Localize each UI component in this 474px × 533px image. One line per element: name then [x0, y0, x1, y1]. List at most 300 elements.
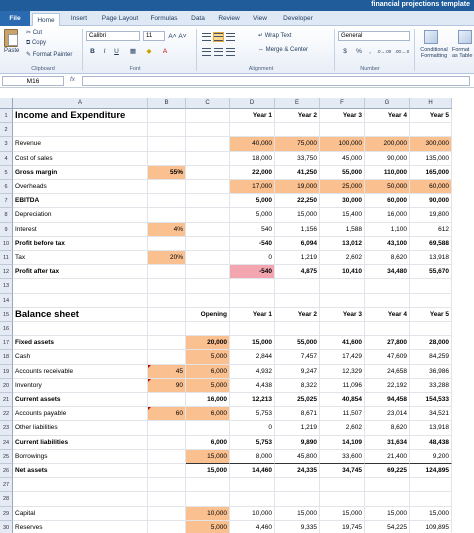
- cell-h1[interactable]: Year 5: [410, 109, 452, 123]
- cell-f19[interactable]: 12,329: [320, 365, 365, 379]
- cell-g28[interactable]: [365, 492, 410, 506]
- cell-b30[interactable]: [148, 521, 186, 533]
- cell-a15[interactable]: Balance sheet: [13, 308, 148, 322]
- cell-d4[interactable]: 18,000: [230, 152, 275, 166]
- cell-h30[interactable]: 109,895: [410, 521, 452, 533]
- cell-b18[interactable]: [148, 350, 186, 364]
- cell-h25[interactable]: 9,200: [410, 450, 452, 464]
- cell-c20[interactable]: 5,000: [186, 379, 230, 393]
- cell-f26[interactable]: 34,745: [320, 464, 365, 478]
- cell-c16[interactable]: [186, 322, 230, 336]
- cell-b12[interactable]: [148, 265, 186, 279]
- cell-f27[interactable]: [320, 478, 365, 492]
- cell-e26[interactable]: 24,335: [275, 464, 320, 478]
- cell-b27[interactable]: [148, 478, 186, 492]
- cell-e19[interactable]: 9,247: [275, 365, 320, 379]
- tab-review[interactable]: Review: [218, 15, 240, 22]
- cut-button[interactable]: ✂ Cut: [26, 30, 43, 36]
- format-as-table-button[interactable]: Format as Table: [452, 47, 473, 59]
- cell-e22[interactable]: 8,671: [275, 407, 320, 421]
- italic-button[interactable]: I: [103, 48, 106, 55]
- cell-b29[interactable]: [148, 507, 186, 521]
- cell-d15[interactable]: Year 1: [230, 308, 275, 322]
- cell-a23[interactable]: Other liabilities: [13, 421, 148, 435]
- cell-c30[interactable]: 5,000: [186, 521, 230, 533]
- cell-a8[interactable]: Depreciation: [13, 208, 148, 222]
- cell-h24[interactable]: 48,438: [410, 436, 452, 450]
- cell-a22[interactable]: Accounts payable: [13, 407, 148, 421]
- cell-f12[interactable]: 10,410: [320, 265, 365, 279]
- cell-a27[interactable]: [13, 478, 148, 492]
- cell-b17[interactable]: [148, 336, 186, 350]
- cell-f16[interactable]: [320, 322, 365, 336]
- cell-e1[interactable]: Year 2: [275, 109, 320, 123]
- cell-c7[interactable]: [186, 194, 230, 208]
- row-header[interactable]: 25: [0, 450, 13, 464]
- cell-b3[interactable]: [148, 137, 186, 151]
- align-top-icon[interactable]: [202, 33, 211, 41]
- cell-d3[interactable]: 40,000: [230, 137, 275, 151]
- cell-d8[interactable]: 5,000: [230, 208, 275, 222]
- row-header[interactable]: 12: [0, 265, 13, 279]
- cell-g21[interactable]: 94,458: [365, 393, 410, 407]
- cell-g2[interactable]: [365, 123, 410, 137]
- cell-g25[interactable]: 21,400: [365, 450, 410, 464]
- cell-h29[interactable]: 15,000: [410, 507, 452, 521]
- cell-h8[interactable]: 19,800: [410, 208, 452, 222]
- cell-a11[interactable]: Tax: [13, 251, 148, 265]
- cell-a14[interactable]: [13, 294, 148, 308]
- cell-f2[interactable]: [320, 123, 365, 137]
- cell-f25[interactable]: 33,600: [320, 450, 365, 464]
- cell-h9[interactable]: 612: [410, 223, 452, 237]
- font-name-select[interactable]: Calibri: [86, 31, 140, 41]
- cell-f14[interactable]: [320, 294, 365, 308]
- decrease-decimal-button[interactable]: .00→.0: [394, 49, 410, 54]
- format-as-table-icon[interactable]: [458, 30, 472, 44]
- cell-f7[interactable]: 30,000: [320, 194, 365, 208]
- cell-e30[interactable]: 9,335: [275, 521, 320, 533]
- cell-d21[interactable]: 12,213: [230, 393, 275, 407]
- cell-b20[interactable]: 90: [148, 379, 186, 393]
- cell-c28[interactable]: [186, 492, 230, 506]
- cell-a1[interactable]: Income and Expenditure: [13, 109, 148, 123]
- cell-a4[interactable]: Cost of sales: [13, 152, 148, 166]
- cell-h15[interactable]: Year 5: [410, 308, 452, 322]
- cell-d29[interactable]: 10,000: [230, 507, 275, 521]
- cell-d14[interactable]: [230, 294, 275, 308]
- cell-d16[interactable]: [230, 322, 275, 336]
- row-header[interactable]: 27: [0, 478, 13, 492]
- cell-c9[interactable]: [186, 223, 230, 237]
- fx-icon[interactable]: fx: [70, 76, 76, 83]
- row-header[interactable]: 22: [0, 407, 13, 421]
- cell-c1[interactable]: [186, 109, 230, 123]
- cell-a24[interactable]: Current liabilities: [13, 436, 148, 450]
- row-header[interactable]: 24: [0, 436, 13, 450]
- cell-h19[interactable]: 36,986: [410, 365, 452, 379]
- cell-d23[interactable]: 0: [230, 421, 275, 435]
- column-header-g[interactable]: G: [365, 98, 410, 109]
- row-header[interactable]: 13: [0, 279, 13, 293]
- cell-f24[interactable]: 14,109: [320, 436, 365, 450]
- cell-g19[interactable]: 24,658: [365, 365, 410, 379]
- cell-g22[interactable]: 23,014: [365, 407, 410, 421]
- tab-data[interactable]: Data: [191, 15, 205, 22]
- cell-g24[interactable]: 31,634: [365, 436, 410, 450]
- cell-g17[interactable]: 27,800: [365, 336, 410, 350]
- cell-h21[interactable]: 154,533: [410, 393, 452, 407]
- font-color-icon[interactable]: A: [162, 48, 168, 55]
- row-header[interactable]: 9: [0, 223, 13, 237]
- number-format-select[interactable]: General: [338, 31, 410, 41]
- cell-h20[interactable]: 33,288: [410, 379, 452, 393]
- cell-f29[interactable]: 15,000: [320, 507, 365, 521]
- cell-d20[interactable]: 4,438: [230, 379, 275, 393]
- cell-h6[interactable]: 60,000: [410, 180, 452, 194]
- cell-d12[interactable]: -540: [230, 265, 275, 279]
- cell-c27[interactable]: [186, 478, 230, 492]
- cell-g9[interactable]: 1,100: [365, 223, 410, 237]
- cell-e7[interactable]: 22,250: [275, 194, 320, 208]
- cell-e3[interactable]: 75,000: [275, 137, 320, 151]
- row-header[interactable]: 30: [0, 521, 13, 533]
- cell-f3[interactable]: 100,000: [320, 137, 365, 151]
- cell-b5[interactable]: 55%: [148, 166, 186, 180]
- cell-g13[interactable]: [365, 279, 410, 293]
- cell-c3[interactable]: [186, 137, 230, 151]
- cell-f17[interactable]: 41,600: [320, 336, 365, 350]
- align-left-icon[interactable]: [202, 48, 211, 56]
- tab-page-layout[interactable]: Page Layout: [101, 15, 139, 22]
- cell-d18[interactable]: 2,844: [230, 350, 275, 364]
- cell-g27[interactable]: [365, 478, 410, 492]
- cell-b25[interactable]: [148, 450, 186, 464]
- cell-b24[interactable]: [148, 436, 186, 450]
- wrap-text-button[interactable]: ↵ Wrap Text: [258, 33, 292, 39]
- row-header[interactable]: 2: [0, 123, 13, 137]
- cell-h27[interactable]: [410, 478, 452, 492]
- underline-button[interactable]: U: [114, 48, 119, 55]
- cell-d24[interactable]: 5,753: [230, 436, 275, 450]
- cell-c18[interactable]: 5,000: [186, 350, 230, 364]
- cell-h11[interactable]: 13,918: [410, 251, 452, 265]
- cell-f10[interactable]: 13,012: [320, 237, 365, 251]
- cell-a2[interactable]: [13, 123, 148, 137]
- cell-f22[interactable]: 11,507: [320, 407, 365, 421]
- row-header[interactable]: 23: [0, 421, 13, 435]
- cell-d28[interactable]: [230, 492, 275, 506]
- bold-button[interactable]: B: [90, 48, 95, 55]
- align-bottom-icon[interactable]: [226, 33, 235, 41]
- cell-d27[interactable]: [230, 478, 275, 492]
- cell-e12[interactable]: 4,875: [275, 265, 320, 279]
- cell-c15[interactable]: Opening: [186, 308, 230, 322]
- cell-d5[interactable]: 22,000: [230, 166, 275, 180]
- cell-b4[interactable]: [148, 152, 186, 166]
- cell-b2[interactable]: [148, 123, 186, 137]
- cell-h4[interactable]: 135,000: [410, 152, 452, 166]
- tab-developer[interactable]: Developer: [283, 15, 313, 22]
- column-header-e[interactable]: E: [275, 98, 320, 109]
- cell-g26[interactable]: 69,225: [365, 464, 410, 478]
- cell-e15[interactable]: Year 2: [275, 308, 320, 322]
- shrink-font-button[interactable]: A˅: [178, 33, 187, 40]
- cell-g1[interactable]: Year 4: [365, 109, 410, 123]
- cell-a18[interactable]: Cash: [13, 350, 148, 364]
- paste-icon[interactable]: [4, 29, 18, 47]
- cell-h22[interactable]: 34,521: [410, 407, 452, 421]
- cell-c8[interactable]: [186, 208, 230, 222]
- row-header[interactable]: 14: [0, 294, 13, 308]
- column-header-c[interactable]: C: [186, 98, 230, 109]
- select-all-corner[interactable]: [0, 98, 13, 109]
- font-size-select[interactable]: 11: [143, 31, 165, 41]
- cell-a16[interactable]: [13, 322, 148, 336]
- cell-f13[interactable]: [320, 279, 365, 293]
- cell-c26[interactable]: 15,000: [186, 464, 230, 478]
- column-header-b[interactable]: B: [148, 98, 186, 109]
- cell-e13[interactable]: [275, 279, 320, 293]
- cell-g6[interactable]: 50,000: [365, 180, 410, 194]
- cell-e17[interactable]: 55,000: [275, 336, 320, 350]
- row-header[interactable]: 4: [0, 152, 13, 166]
- cell-d6[interactable]: 17,000: [230, 180, 275, 194]
- cell-g23[interactable]: 8,620: [365, 421, 410, 435]
- cell-d22[interactable]: 5,753: [230, 407, 275, 421]
- cell-c11[interactable]: [186, 251, 230, 265]
- row-header[interactable]: 19: [0, 365, 13, 379]
- cell-e6[interactable]: 19,000: [275, 180, 320, 194]
- cell-d2[interactable]: [230, 123, 275, 137]
- cell-h28[interactable]: [410, 492, 452, 506]
- cell-g16[interactable]: [365, 322, 410, 336]
- cell-f11[interactable]: 2,602: [320, 251, 365, 265]
- row-header[interactable]: 29: [0, 507, 13, 521]
- cell-g4[interactable]: 90,000: [365, 152, 410, 166]
- paste-button[interactable]: Paste: [4, 48, 20, 54]
- row-header[interactable]: 11: [0, 251, 13, 265]
- cell-f8[interactable]: 15,400: [320, 208, 365, 222]
- cell-b10[interactable]: [148, 237, 186, 251]
- fill-color-icon[interactable]: ◆: [146, 48, 152, 55]
- cell-h2[interactable]: [410, 123, 452, 137]
- cell-g11[interactable]: 8,620: [365, 251, 410, 265]
- cell-h16[interactable]: [410, 322, 452, 336]
- cell-h26[interactable]: 124,895: [410, 464, 452, 478]
- cell-c4[interactable]: [186, 152, 230, 166]
- cell-c6[interactable]: [186, 180, 230, 194]
- cell-a5[interactable]: Gross margin: [13, 166, 148, 180]
- cell-e23[interactable]: 1,219: [275, 421, 320, 435]
- cell-b26[interactable]: [148, 464, 186, 478]
- cell-c5[interactable]: [186, 166, 230, 180]
- cell-d7[interactable]: 5,000: [230, 194, 275, 208]
- percent-button[interactable]: %: [356, 48, 362, 55]
- cell-f28[interactable]: [320, 492, 365, 506]
- cell-a19[interactable]: Accounts receivable: [13, 365, 148, 379]
- tab-home[interactable]: Home: [32, 13, 60, 26]
- cell-e8[interactable]: 15,000: [275, 208, 320, 222]
- cell-h13[interactable]: [410, 279, 452, 293]
- grow-font-button[interactable]: A˄: [168, 33, 177, 40]
- cell-d10[interactable]: -540: [230, 237, 275, 251]
- cell-h7[interactable]: 90,000: [410, 194, 452, 208]
- conditional-formatting-icon[interactable]: [424, 30, 438, 44]
- cell-b7[interactable]: [148, 194, 186, 208]
- tab-file[interactable]: File: [0, 11, 30, 26]
- cell-c19[interactable]: 6,000: [186, 365, 230, 379]
- cell-f5[interactable]: 55,000: [320, 166, 365, 180]
- cell-h14[interactable]: [410, 294, 452, 308]
- cell-g15[interactable]: Year 4: [365, 308, 410, 322]
- cell-e24[interactable]: 9,890: [275, 436, 320, 450]
- cell-c13[interactable]: [186, 279, 230, 293]
- cell-e18[interactable]: 7,457: [275, 350, 320, 364]
- cell-b1[interactable]: [148, 109, 186, 123]
- cell-c29[interactable]: 10,000: [186, 507, 230, 521]
- row-header[interactable]: 28: [0, 492, 13, 506]
- align-middle-icon[interactable]: [214, 33, 223, 41]
- cell-a29[interactable]: Capital: [13, 507, 148, 521]
- cell-d30[interactable]: 4,460: [230, 521, 275, 533]
- cell-b11[interactable]: 20%: [148, 251, 186, 265]
- cell-e2[interactable]: [275, 123, 320, 137]
- cell-f1[interactable]: Year 3: [320, 109, 365, 123]
- cell-a7[interactable]: EBITDA: [13, 194, 148, 208]
- cell-b15[interactable]: [148, 308, 186, 322]
- cell-g20[interactable]: 22,192: [365, 379, 410, 393]
- column-header-d[interactable]: D: [230, 98, 275, 109]
- cell-c14[interactable]: [186, 294, 230, 308]
- row-header[interactable]: 1: [0, 109, 13, 123]
- row-header[interactable]: 21: [0, 393, 13, 407]
- column-header-f[interactable]: F: [320, 98, 365, 109]
- cell-f4[interactable]: 45,000: [320, 152, 365, 166]
- cell-d9[interactable]: 540: [230, 223, 275, 237]
- cell-c10[interactable]: [186, 237, 230, 251]
- cell-h23[interactable]: 13,918: [410, 421, 452, 435]
- row-header[interactable]: 16: [0, 322, 13, 336]
- cell-h17[interactable]: 28,000: [410, 336, 452, 350]
- cell-f9[interactable]: 1,588: [320, 223, 365, 237]
- cell-b28[interactable]: [148, 492, 186, 506]
- cell-e27[interactable]: [275, 478, 320, 492]
- row-header[interactable]: 6: [0, 180, 13, 194]
- cell-h3[interactable]: 300,000: [410, 137, 452, 151]
- cell-b6[interactable]: [148, 180, 186, 194]
- column-header-h[interactable]: H: [410, 98, 452, 109]
- cell-a17[interactable]: Fixed assets: [13, 336, 148, 350]
- row-header[interactable]: 15: [0, 308, 13, 322]
- cell-b13[interactable]: [148, 279, 186, 293]
- cell-e9[interactable]: 1,156: [275, 223, 320, 237]
- cell-a13[interactable]: [13, 279, 148, 293]
- cell-c24[interactable]: 6,000: [186, 436, 230, 450]
- cell-f21[interactable]: 40,854: [320, 393, 365, 407]
- cell-h5[interactable]: 165,000: [410, 166, 452, 180]
- cell-e28[interactable]: [275, 492, 320, 506]
- cell-g14[interactable]: [365, 294, 410, 308]
- cell-d1[interactable]: Year 1: [230, 109, 275, 123]
- cell-c23[interactable]: [186, 421, 230, 435]
- cell-c22[interactable]: 6,000: [186, 407, 230, 421]
- cell-f18[interactable]: 17,429: [320, 350, 365, 364]
- align-center-icon[interactable]: [214, 48, 223, 56]
- format-painter-button[interactable]: ✎ Format Painter: [26, 52, 73, 58]
- cell-a21[interactable]: Current assets: [13, 393, 148, 407]
- cell-f20[interactable]: 11,096: [320, 379, 365, 393]
- tab-formulas[interactable]: Formulas: [150, 15, 178, 22]
- row-header[interactable]: 17: [0, 336, 13, 350]
- row-header[interactable]: 8: [0, 208, 13, 222]
- cell-h10[interactable]: 69,588: [410, 237, 452, 251]
- column-header-a[interactable]: A: [13, 98, 148, 109]
- cell-a12[interactable]: Profit after tax: [13, 265, 148, 279]
- merge-center-button[interactable]: ⇔ Merge & Center: [258, 47, 309, 53]
- cell-e29[interactable]: 15,000: [275, 507, 320, 521]
- cell-c2[interactable]: [186, 123, 230, 137]
- cell-b9[interactable]: 4%: [148, 223, 186, 237]
- cell-d17[interactable]: 15,000: [230, 336, 275, 350]
- formula-input[interactable]: [82, 76, 470, 86]
- worksheet-grid[interactable]: [0, 88, 474, 533]
- name-box[interactable]: M16: [2, 76, 64, 86]
- cell-a20[interactable]: Inventory: [13, 379, 148, 393]
- cell-e20[interactable]: 8,322: [275, 379, 320, 393]
- row-header[interactable]: 3: [0, 137, 13, 151]
- cell-a25[interactable]: Borrowings: [13, 450, 148, 464]
- cell-a9[interactable]: Interest: [13, 223, 148, 237]
- cell-h18[interactable]: 84,259: [410, 350, 452, 364]
- cell-e14[interactable]: [275, 294, 320, 308]
- cell-g18[interactable]: 47,609: [365, 350, 410, 364]
- cell-b19[interactable]: 45: [148, 365, 186, 379]
- cell-b21[interactable]: [148, 393, 186, 407]
- row-header[interactable]: 26: [0, 464, 13, 478]
- cell-b8[interactable]: [148, 208, 186, 222]
- cell-f23[interactable]: 2,602: [320, 421, 365, 435]
- cell-e21[interactable]: 25,025: [275, 393, 320, 407]
- cell-g12[interactable]: 34,480: [365, 265, 410, 279]
- cell-e10[interactable]: 6,094: [275, 237, 320, 251]
- cell-g3[interactable]: 200,000: [365, 137, 410, 151]
- row-header[interactable]: 20: [0, 379, 13, 393]
- cell-a30[interactable]: Reserves: [13, 521, 148, 533]
- cell-e25[interactable]: 45,800: [275, 450, 320, 464]
- cell-c12[interactable]: [186, 265, 230, 279]
- cell-c17[interactable]: 20,000: [186, 336, 230, 350]
- currency-button[interactable]: $: [343, 48, 347, 55]
- cell-b22[interactable]: 60: [148, 407, 186, 421]
- conditional-formatting-button[interactable]: Conditional Formatting: [420, 47, 448, 59]
- cell-c21[interactable]: 16,000: [186, 393, 230, 407]
- cell-f6[interactable]: 25,000: [320, 180, 365, 194]
- cell-a3[interactable]: Revenue: [13, 137, 148, 151]
- cell-d26[interactable]: 14,460: [230, 464, 275, 478]
- cell-e4[interactable]: 33,750: [275, 152, 320, 166]
- cell-e11[interactable]: 1,219: [275, 251, 320, 265]
- cell-e5[interactable]: 41,250: [275, 166, 320, 180]
- cell-a10[interactable]: Profit before tax: [13, 237, 148, 251]
- cell-g30[interactable]: 54,225: [365, 521, 410, 533]
- row-header[interactable]: 10: [0, 237, 13, 251]
- cell-d25[interactable]: 8,000: [230, 450, 275, 464]
- cell-g8[interactable]: 16,000: [365, 208, 410, 222]
- cell-f30[interactable]: 19,745: [320, 521, 365, 533]
- tab-insert[interactable]: Insert: [70, 15, 88, 22]
- cell-d11[interactable]: 0: [230, 251, 275, 265]
